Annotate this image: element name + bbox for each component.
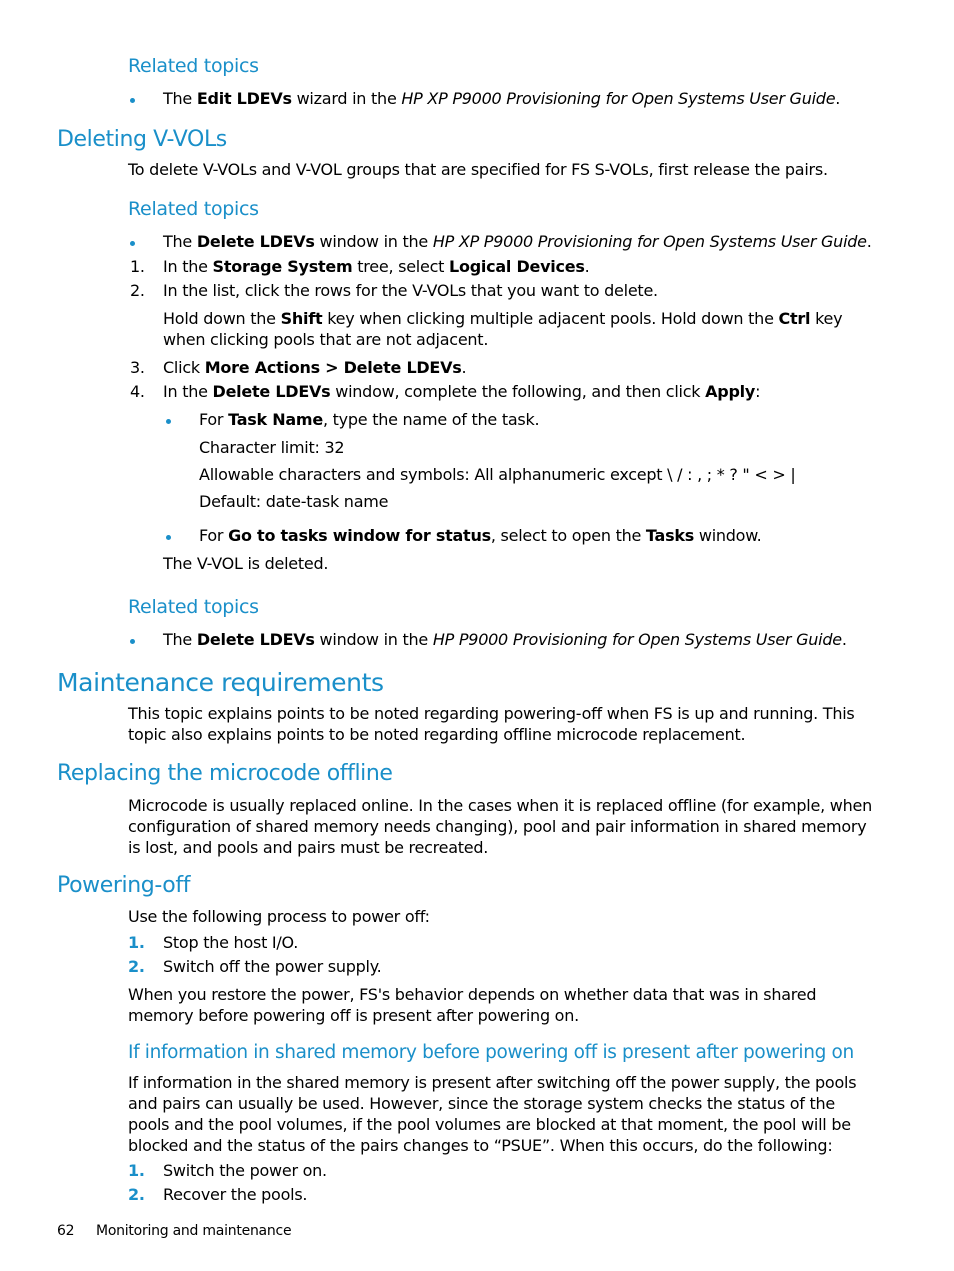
related-topics-heading: Related topics: [128, 198, 259, 220]
related-topic-delete-ldevs: The Delete LDEVs window in the HP XP P9000 Provisioning for Open Systems User Guide.: [163, 232, 872, 251]
recovery-step-2: Recover the pools.: [163, 1185, 308, 1204]
step-number: 4.: [130, 382, 145, 401]
section-heading-powering-off: Powering-off: [57, 873, 191, 898]
step-number: 3.: [130, 358, 145, 377]
sub-bullet-task-name: For Task Name, type the name of the task.: [199, 410, 540, 429]
powering-off-intro: Use the following process to power off:: [128, 907, 430, 926]
task-name-character-limit: Character limit: 32: [199, 438, 345, 457]
section-heading-deleting-vvols: Deleting V-VOLs: [57, 127, 227, 152]
restore-power-text: When you restore the power, FS's behavior depends on whether data that was in shared memory before powering off is present after powering on.: [128, 985, 817, 1025]
footer-section-title: Monitoring and maintenance: [96, 1223, 292, 1239]
page-number: 62: [57, 1223, 75, 1239]
related-topic-delete-ldevs: The Delete LDEVs window in the HP P9000 Provisioning for Open Systems User Guide.: [163, 630, 847, 649]
subsection-heading-if-present: If information in shared memory before powering off is present after powering on: [128, 1042, 854, 1063]
step-4-text: In the Delete LDEVs window, complete the following, and then click Apply:: [163, 382, 761, 401]
bullet-icon: [166, 535, 171, 540]
bullet-icon: [130, 98, 135, 103]
step-2-text: In the list, click the rows for the V-VOLs that you want to delete.: [163, 281, 658, 300]
section-heading-microcode: Replacing the microcode offline: [57, 761, 393, 786]
step-number: 1.: [128, 933, 145, 952]
step-number: 2.: [130, 281, 145, 300]
bullet-icon: [130, 639, 135, 644]
power-off-step-1: Stop the host I/O.: [163, 933, 299, 952]
microcode-text: Microcode is usually replaced online. In the cases when it is replaced offline (for example, when configuration of shared memory needs changing), pool and pair information in shared memory is lost, and pools and pairs must be recreated.: [128, 796, 872, 857]
step-3-text: Click More Actions > Delete LDEVs.: [163, 358, 467, 377]
related-topics-heading: Related topics: [128, 55, 259, 77]
task-name-allowable-characters: Allowable characters and symbols: All alphanumeric except \ / : , ; * ? " < > |: [199, 465, 796, 484]
deleting-vvols-intro: To delete V-VOLs and V-VOL groups that are specified for FS S-VOLs, first release the pairs.: [128, 160, 828, 179]
if-present-text: If information in the shared memory is present after switching off the power supply, the pools and pairs can usually be used. However, since the storage system checks the status of the pools and the pool volumes, if the pool volumes are blocked at that moment, the pool will be blocked and the status of the pairs changes to “PSUE”. When this occurs, do the following:: [128, 1073, 857, 1155]
step-number: 2.: [128, 1185, 145, 1204]
step-number: 1.: [128, 1161, 145, 1180]
power-off-step-2: Switch off the power supply.: [163, 957, 382, 976]
bullet-icon: [166, 419, 171, 424]
related-topic-edit-ldevs: The Edit LDEVs wizard in the HP XP P9000 Provisioning for Open Systems User Guide.: [163, 89, 841, 108]
section-heading-maintenance: Maintenance requirements: [57, 668, 384, 697]
result-text: The V-VOL is deleted.: [163, 554, 329, 573]
related-topics-heading: Related topics: [128, 596, 259, 618]
step-number: 1.: [130, 257, 145, 276]
task-name-default: Default: date-task name: [199, 492, 389, 511]
bullet-icon: [130, 241, 135, 246]
step-number: 2.: [128, 957, 145, 976]
step-2-note: Hold down the Shift key when clicking multiple adjacent pools. Hold down the Ctrl key when clicking pools that are not adjacent.: [163, 309, 843, 349]
recovery-step-1: Switch the power on.: [163, 1161, 327, 1180]
step-1-text: In the Storage System tree, select Logical Devices.: [163, 257, 590, 276]
maintenance-text: This topic explains points to be noted regarding powering-off when FS is up and running. This topic also explains points to be noted regarding offline microcode replacement.: [128, 704, 855, 744]
sub-bullet-go-to-tasks: For Go to tasks window for status, select to open the Tasks window.: [199, 526, 762, 545]
